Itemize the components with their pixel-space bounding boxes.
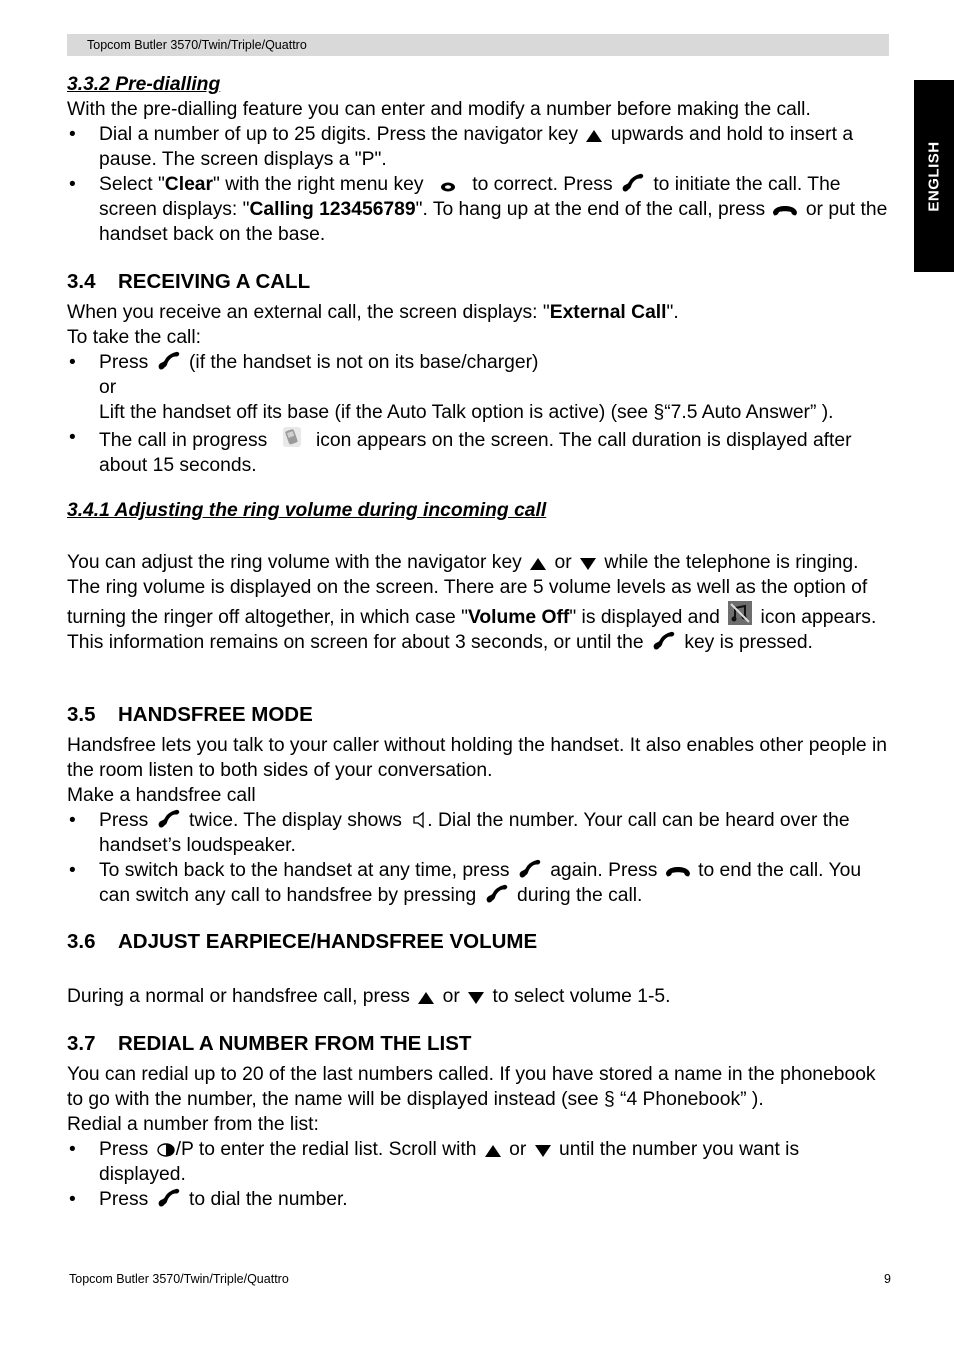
prediallling-intro: With the pre-dialling feature you can enter and modify a number before making the call. xyxy=(67,99,811,120)
talk-handset-icon xyxy=(156,351,182,371)
heading-3-5: 3.5 HANDSFREE MODE xyxy=(67,703,313,726)
handsfree-intro: Handsfree lets you talk to your caller without holding the handset. It also enables other people in the room listen to both sides of your conversation. xyxy=(67,735,887,781)
nav-up-arrow-icon xyxy=(529,557,547,571)
receiving-lift-handset: Lift the handset off its base (if the Auto Talk option is active) (see §“7.5 Auto Answer” ). xyxy=(99,402,834,423)
footer-title: Topcom Butler 3570/Twin/Triple/Quattro xyxy=(69,1272,289,1286)
talk-handset-icon xyxy=(156,1188,182,1208)
handsfree-speaker-icon xyxy=(411,811,427,829)
talk-handset-icon xyxy=(156,809,182,829)
right-menu-key-icon xyxy=(439,181,457,193)
ringer-off-icon xyxy=(727,600,753,626)
redial-intro: You can redial up to 20 of the last numbers called. If you have stored a name in the phonebook to go with the number, the name will be displayed instead (see § “4 Phonebook” ). xyxy=(67,1064,876,1110)
receiving-or: or xyxy=(99,377,117,398)
redial-from-list: Redial a number from the list: xyxy=(67,1114,319,1135)
call-in-progress-icon xyxy=(281,425,303,449)
heading-3-4-1: 3.4.1 Adjusting the ring volume during incoming call xyxy=(67,500,547,521)
receiving-take-call: To take the call: xyxy=(67,327,201,348)
manual-content xyxy=(67,72,891,1212)
ring-volume-paragraph: You can adjust the ring volume with the navigator key or while the telephone is ringing. The ring volume is displayed on the screen. There are 5 volume levels as well as the option of turning the ringer off altogether, in which case "Volume Off" is displayed and icon appears. This information remains on screen for about 3 seconds, or until the key is pressed. xyxy=(67,552,877,653)
page-number: 9 xyxy=(884,1272,891,1286)
nav-up-arrow-icon xyxy=(417,991,435,1005)
language-tab-label: ENGLISH xyxy=(925,140,943,212)
prediallling-bullet-1: • Dial a number of up to 25 digits. Press the navigator key upwards and hold to insert a pause. The screen displays a "P". xyxy=(67,122,891,172)
prediallling-bullet-2: • Select "Clear" with the right menu key to correct. Press to initiate the call. The screen displays: "Calling 123456789". To hang up at the end of the call, press or put the handset back on the base. xyxy=(67,172,891,247)
heading-3-6: 3.6 ADJUST EARPIECE/HANDSFREE VOLUME xyxy=(67,930,538,953)
volume-paragraph: During a normal or handsfree call, press or to select volume 1-5. xyxy=(67,986,671,1007)
receiving-bullet-2: • The call in progress icon appears on the screen. The call duration is displayed after about 15 seconds. xyxy=(67,425,891,478)
talk-handset-icon xyxy=(484,884,510,904)
hang-up-icon xyxy=(772,204,798,218)
handsfree-bullet-1: • Press twice. The display shows . Dial the number. Your call can be heard over the handset’s loudspeaker. xyxy=(67,808,891,858)
heading-3-7: 3.7 REDIAL A NUMBER FROM THE LIST xyxy=(67,1032,472,1055)
nav-up-arrow-icon xyxy=(585,129,603,143)
talk-handset-icon xyxy=(620,173,646,193)
heading-3-4: 3.4 RECEIVING A CALL xyxy=(67,270,311,293)
talk-handset-icon xyxy=(651,631,677,651)
nav-down-arrow-icon xyxy=(467,991,485,1005)
page-header-bar xyxy=(67,34,889,56)
redial-bullet-2: • Press to dial the number. xyxy=(67,1187,891,1212)
nav-down-arrow-icon xyxy=(579,557,597,571)
receiving-bullet-1: • Press (if the handset is not on its base/charger) xyxy=(67,350,891,375)
heading-3-3-2: 3.3.2 Pre-dialling xyxy=(67,74,221,95)
language-tab xyxy=(914,80,954,272)
nav-down-arrow-icon xyxy=(534,1144,552,1158)
talk-handset-icon xyxy=(517,859,543,879)
redial-key-icon xyxy=(156,1142,176,1158)
redial-bullet-1: • Press /P to enter the redial list. Scroll with or until the number you want is displayed. xyxy=(67,1137,891,1187)
nav-up-arrow-icon xyxy=(484,1144,502,1158)
receiving-intro: When you receive an external call, the screen displays: "External Call". xyxy=(67,302,679,323)
handsfree-make-call: Make a handsfree call xyxy=(67,785,256,806)
page-header-title: Topcom Butler 3570/Twin/Triple/Quattro xyxy=(87,38,307,52)
page-footer xyxy=(69,1272,891,1286)
handsfree-bullet-2: • To switch back to the handset at any time, press again. Press to end the call. You can switch any call to handsfree by pressing during the call. xyxy=(67,858,891,908)
hang-up-icon xyxy=(665,865,691,879)
